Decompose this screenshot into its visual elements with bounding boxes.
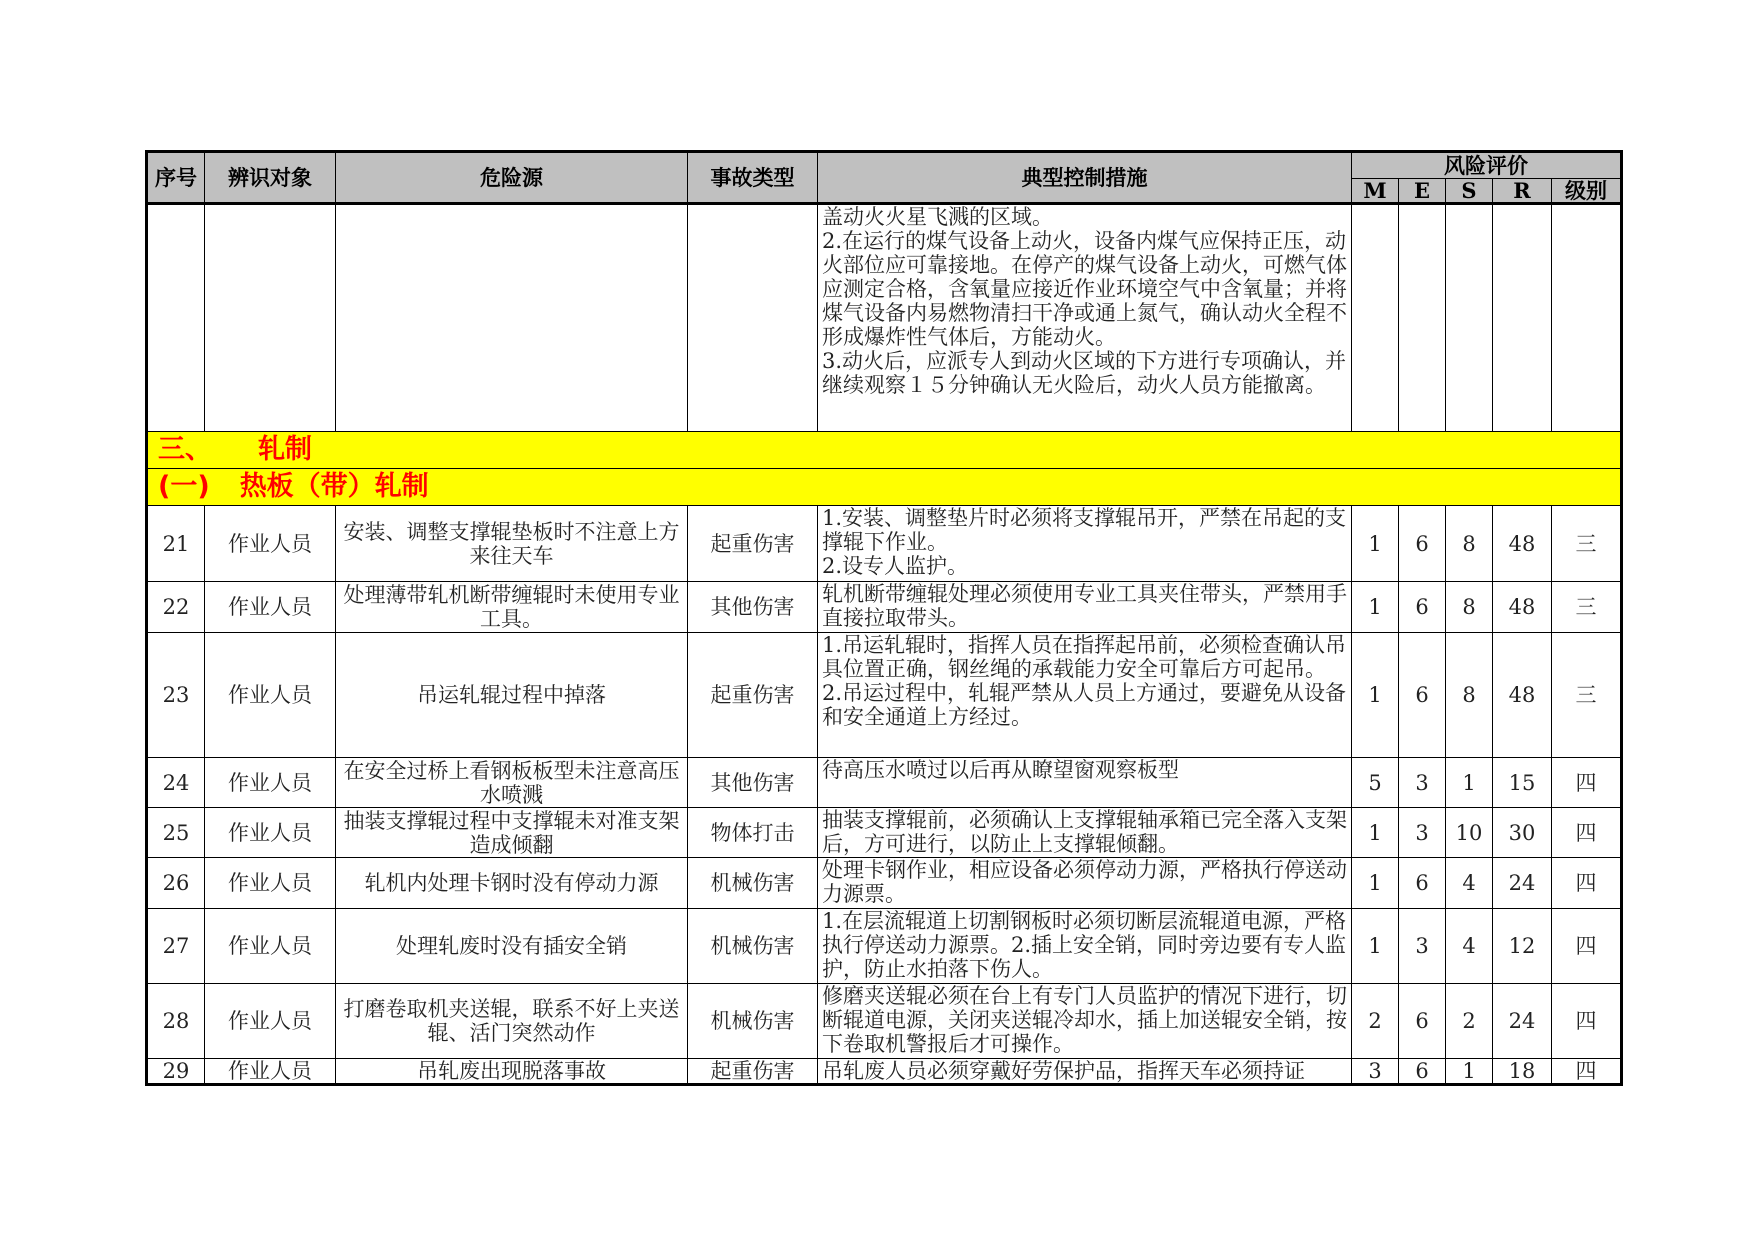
cell-object: 作业人员 (205, 582, 336, 633)
cell-s: 1 (1446, 758, 1493, 808)
header-risk-eval: 风险评价 (1352, 152, 1622, 179)
header-e: E (1399, 179, 1446, 204)
cell-level: 四 (1552, 858, 1622, 909)
cell-e: 6 (1399, 984, 1446, 1059)
header-hazard: 危险源 (336, 152, 688, 204)
cell-m: 1 (1352, 858, 1399, 909)
cell-level: 三 (1552, 506, 1622, 582)
table-row (147, 758, 1622, 808)
table-body (147, 204, 1622, 1085)
risk-table-page (145, 150, 1620, 1086)
cell-seq: 21 (147, 506, 205, 582)
section-heading-3 (147, 432, 1622, 469)
cell-type: 其他伤害 (688, 758, 818, 808)
cell-m: 1 (1352, 808, 1399, 858)
cell-e: 6 (1399, 1059, 1446, 1085)
cell-e: 6 (1399, 582, 1446, 633)
section-title: 轧制 (258, 434, 312, 465)
header-r: R (1493, 179, 1552, 204)
table-header (147, 152, 1622, 204)
cell-type: 机械伤害 (688, 858, 818, 909)
cell-r: 18 (1493, 1059, 1552, 1085)
cell-seq: 28 (147, 984, 205, 1059)
section-number: (一) (158, 471, 210, 502)
continuation-row (147, 204, 1622, 432)
cell-s: 4 (1446, 858, 1493, 909)
cell-m (1352, 204, 1399, 432)
cell-object: 作业人员 (205, 1059, 336, 1085)
cell-object (205, 204, 336, 432)
table-row (147, 984, 1622, 1059)
cell-s (1446, 204, 1493, 432)
cell-m: 1 (1352, 506, 1399, 582)
cell-level: 四 (1552, 758, 1622, 808)
cell-object: 作业人员 (205, 909, 336, 984)
cell-object: 作业人员 (205, 808, 336, 858)
cell-measures: 1.安装、调整垫片时必须将支撑辊吊开，严禁在吊起的支撑辊下作业。 2.设专人监护。 (818, 506, 1352, 582)
header-seq: 序号 (147, 152, 205, 204)
cell-object: 作业人员 (205, 506, 336, 582)
cell-measures: 修磨夹送辊必须在台上有专门人员监护的情况下进行，切断辊道电源，关闭夹送辊冷却水，插上加送辊安全销，按下卷取机警报后才可操作。 (818, 984, 1352, 1059)
cell-r: 30 (1493, 808, 1552, 858)
cell-object: 作业人员 (205, 984, 336, 1059)
cell-type: 起重伤害 (688, 506, 818, 582)
cell-m: 2 (1352, 984, 1399, 1059)
cell-r: 24 (1493, 858, 1552, 909)
cell-level: 三 (1552, 582, 1622, 633)
header-object: 辨识对象 (205, 152, 336, 204)
cell-seq: 29 (147, 1059, 205, 1085)
table-row (147, 1059, 1622, 1085)
cell-hazard: 处理薄带轧机断带缠辊时未使用专业工具。 (336, 582, 688, 633)
cell-s: 4 (1446, 909, 1493, 984)
cell-type: 其他伤害 (688, 582, 818, 633)
header-measures: 典型控制措施 (818, 152, 1352, 204)
cell-measures: 抽装支撑辊前，必须确认上支撑辊轴承箱已完全落入支架后，方可进行，以防止上支撑辊倾翻。 (818, 808, 1352, 858)
cell-m: 1 (1352, 633, 1399, 758)
cell-r: 48 (1493, 506, 1552, 582)
cell-type: 起重伤害 (688, 633, 818, 758)
table-row (147, 909, 1622, 984)
cell-level (1552, 204, 1622, 432)
cell-r: 24 (1493, 984, 1552, 1059)
cell-hazard: 抽装支撑辊过程中支撑辊未对准支架造成倾翻 (336, 808, 688, 858)
table-row (147, 582, 1622, 633)
risk-assessment-table (145, 150, 1623, 1086)
cell-seq: 23 (147, 633, 205, 758)
cell-hazard (336, 204, 688, 432)
section-title: 热板（带）轧制 (239, 471, 429, 502)
cell-object: 作业人员 (205, 758, 336, 808)
cell-measures: 盖动火火星飞溅的区域。 2.在运行的煤气设备上动火，设备内煤气应保持正压，动火部位应可靠接地。在停产的煤气设备上动火，可燃气体应测定合格，含氧量应接近作业环境空气中含氧量；并将煤气设备内易燃物清扫干净或通上氮气，确认动火全程不形成爆炸性气体后，方能动火。 3.动火后，应派专人到动火区域的下方进行专项确认，并继续观察１５分钟确认无火险后，动火人员方能撤离。 (818, 204, 1352, 432)
cell-e: 6 (1399, 633, 1446, 758)
cell-e: 6 (1399, 506, 1446, 582)
cell-r: 48 (1493, 633, 1552, 758)
cell-level: 四 (1552, 1059, 1622, 1085)
cell-hazard: 吊轧废出现脱落事故 (336, 1059, 688, 1085)
cell-m: 1 (1352, 582, 1399, 633)
cell-hazard: 处理轧废时没有插安全销 (336, 909, 688, 984)
cell-r (1493, 204, 1552, 432)
cell-level: 四 (1552, 984, 1622, 1059)
cell-hazard: 吊运轧辊过程中掉落 (336, 633, 688, 758)
cell-object: 作业人员 (205, 858, 336, 909)
cell-hazard: 安装、调整支撑辊垫板时不注意上方来往天车 (336, 506, 688, 582)
cell-measures: 1.吊运轧辊时，指挥人员在指挥起吊前，必须检查确认吊具位置正确，钢丝绳的承载能力安全可靠后方可起吊。 2.吊运过程中，轧辊严禁从人员上方通过，要避免从设备和安全通道上方经过。 (818, 633, 1352, 758)
cell-measures: 轧机断带缠辊处理必须使用专业工具夹住带头，严禁用手直接拉取带头。 (818, 582, 1352, 633)
cell-type: 机械伤害 (688, 984, 818, 1059)
cell-m: 1 (1352, 909, 1399, 984)
cell-s: 8 (1446, 633, 1493, 758)
cell-e: 3 (1399, 808, 1446, 858)
cell-e: 6 (1399, 858, 1446, 909)
cell-r: 15 (1493, 758, 1552, 808)
cell-level: 三 (1552, 633, 1622, 758)
table-row (147, 808, 1622, 858)
table-row (147, 858, 1622, 909)
cell-type: 物体打击 (688, 808, 818, 858)
cell-r: 48 (1493, 582, 1552, 633)
cell-hazard: 在安全过桥上看钢板板型未注意高压水喷溅 (336, 758, 688, 808)
cell-level: 四 (1552, 808, 1622, 858)
cell-type: 起重伤害 (688, 1059, 818, 1085)
cell-s: 8 (1446, 506, 1493, 582)
header-m: M (1352, 179, 1399, 204)
cell-seq: 24 (147, 758, 205, 808)
cell-measures: 待高压水喷过以后再从瞭望窗观察板型 (818, 758, 1352, 808)
cell-seq: 25 (147, 808, 205, 858)
cell-hazard: 轧机内处理卡钢时没有停动力源 (336, 858, 688, 909)
cell-measures: 吊轧废人员必须穿戴好劳保护品，指挥天车必须持证 (818, 1059, 1352, 1085)
section-heading-3-1 (147, 469, 1622, 506)
table-row (147, 506, 1622, 582)
cell-seq: 27 (147, 909, 205, 984)
cell-r: 12 (1493, 909, 1552, 984)
cell-m: 3 (1352, 1059, 1399, 1085)
table-row (147, 633, 1622, 758)
cell-e: 3 (1399, 909, 1446, 984)
section-number: 三、 (158, 434, 212, 465)
cell-s: 10 (1446, 808, 1493, 858)
header-s: S (1446, 179, 1493, 204)
cell-type: 机械伤害 (688, 909, 818, 984)
cell-object: 作业人员 (205, 633, 336, 758)
cell-measures: 处理卡钢作业，相应设备必须停动力源，严格执行停送动力源票。 (818, 858, 1352, 909)
cell-s: 1 (1446, 1059, 1493, 1085)
cell-m: 5 (1352, 758, 1399, 808)
header-level: 级别 (1552, 179, 1622, 204)
cell-e (1399, 204, 1446, 432)
cell-measures: 1.在层流辊道上切割钢板时必须切断层流辊道电源，严格执行停送动力源票。2.插上安全销，同时旁边要有专人监护，防止水拍落下伤人。 (818, 909, 1352, 984)
cell-s: 2 (1446, 984, 1493, 1059)
cell-seq: 26 (147, 858, 205, 909)
cell-hazard: 打磨卷取机夹送辊，联系不好上夹送辊、活门突然动作 (336, 984, 688, 1059)
cell-e: 3 (1399, 758, 1446, 808)
cell-seq: 22 (147, 582, 205, 633)
header-accident-type: 事故类型 (688, 152, 818, 204)
cell-seq (147, 204, 205, 432)
cell-level: 四 (1552, 909, 1622, 984)
cell-s: 8 (1446, 582, 1493, 633)
cell-type (688, 204, 818, 432)
